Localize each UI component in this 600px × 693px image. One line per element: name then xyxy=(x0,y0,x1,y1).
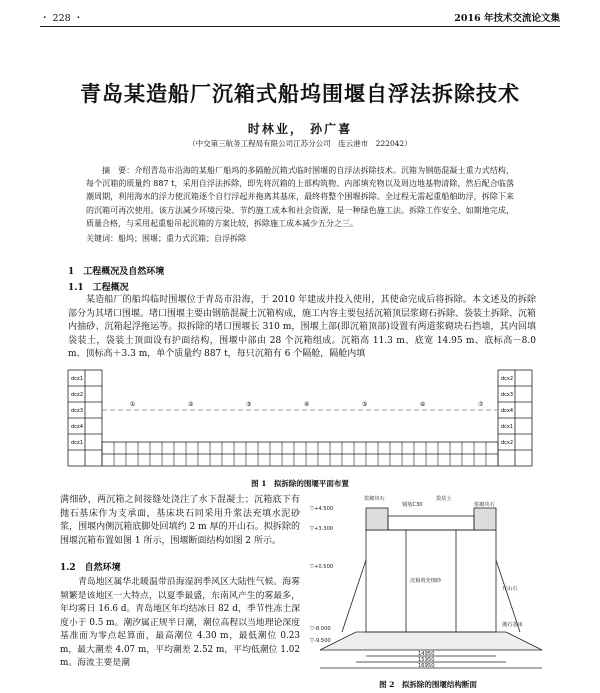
axis-mark: ③ xyxy=(246,401,252,408)
fig2-dimension: 16950 xyxy=(418,663,435,669)
caisson-label: dcx2 xyxy=(71,392,84,398)
caisson-label: dcx3 xyxy=(501,392,514,398)
figure-1-plan xyxy=(60,366,540,472)
caisson-label: dcx3 xyxy=(71,408,84,414)
page-number: ・ 228 ・ xyxy=(40,13,84,24)
figure-2-section xyxy=(306,490,550,672)
fig2-top-label: 浆砌块石 xyxy=(474,502,495,508)
paper-title: 青岛某造船厂沉箱式船坞围堰自浮法拆除技术 xyxy=(80,81,520,106)
paragraph-1-text: 某造船厂的船坞临时围堰位于青岛市沿海，于 2010 年建成并投入使用，其使命完成后将拆除。本文述及的拆除部分为其堵口围堰。堵口围堰主要由钢筋混凝土沉箱构成，施工内容主要包括沉箱顶层浆砌石拆除、袋装土拆除、沉箱内抽砂、沉箱起浮拖运等。拟拆除的堵口围堰长 310 m，围堰上部(即沉箱顶部)设置有两道浆砌块石挡墙，其内回填袋装土，袋装土顶面设有护面结构，围堰中部由 28 个沉箱组成。沉箱高 11.3 m、底宽 14.95 m、底标高－8.0 m、顶标高＋3.3 m，单个质量约 887 t，每只沉箱有 6 个隔舱，隔舱内填 xyxy=(68,295,537,359)
section-1-heading: 1 工程概况及自然环境 xyxy=(68,267,165,277)
caisson-label: dcx1 xyxy=(71,440,84,446)
fig2-side-label: 抛石基床 xyxy=(502,622,523,628)
abstract: 摘 要：介绍青岛市沿海的某船厂船坞的多隔舱沉箱式临时围堰的自浮法拆除技术。沉箱为钢筋混凝土重力式结构，每个沉箱的质量约 887 t，采用自浮法拆除，即先将沉箱的上部构筑物、内部填充物以及周边地基物清除，然后配合临落潮周期，利用海水的浮力使沉箱逐个自行浮起并拖离其基床，最终将整个围堰拆除。全过程无需起重船舶助浮，拆除下来的沉箱可再次使用。该方法减少环境污染、节约施工成本和社会资源，是一种绿色施工法。拆除工作安全、如期地完成，质量合格，与采用起重船吊起沉箱的方案比较，拆除施工成本减少五分之三。 xyxy=(86,166,514,228)
caisson-label: dcx4 xyxy=(501,408,514,414)
fig2-side-label: 开山石 xyxy=(502,586,518,592)
fig2-dimension: 15950 xyxy=(418,657,435,663)
axis-mark: ④ xyxy=(304,401,310,408)
caisson-label: dcx1 xyxy=(501,424,514,430)
keywords: 关键词：船坞；围堰；重力式沉箱；自浮拆除 xyxy=(86,234,246,243)
fig2-level-label: ▽+3.300 xyxy=(310,526,334,532)
paragraph-3 xyxy=(60,576,300,671)
caisson-label: dcx2 xyxy=(501,440,514,446)
running-header xyxy=(40,8,560,27)
caisson-label: dcx4 xyxy=(71,424,84,430)
fig2-level-label: ▽-9.500 xyxy=(310,638,331,644)
axis-mark: ⑤ xyxy=(362,401,368,408)
paragraph-2 xyxy=(60,494,300,548)
section-1-1-heading: 1.1 工程概况 xyxy=(68,283,129,293)
section-1-2-heading: 1.2 自然环境 xyxy=(60,563,121,573)
authors: 时林业， 孙广喜 xyxy=(247,122,353,136)
axis-mark: ① xyxy=(130,401,136,408)
caisson-label: dcx2 xyxy=(501,376,514,382)
fig2-dimension: 14950 xyxy=(418,651,435,657)
affiliation: （中交第三航务工程局有限公司江苏分公司 连云港市 222042） xyxy=(188,139,412,148)
paragraph-3-text: 青岛地区属华北暖温带沿海湿润季风区大陆性气候。海雾频繁是该地区一大特点，以夏季最盛，东南风产生的雾最多，年均雾日 16.6 d。青岛地区年均结冰日 82 d，季节性冻土深度小于 0.5 m。潮汐属正规半日潮，潮位高程以当地理论深度基准面为零点起算面，最高潮位 4.30 m，最低潮位 0.23 m，最大潮差 4.07 m，平均潮差 2.52 m，平均低潮位 1.02 m。海流主要是潮 xyxy=(60,577,300,668)
fig2-top-label: 袋装土 xyxy=(436,496,452,502)
figure-2-caption: 图 2 拟拆除的围堰结构断面 xyxy=(379,680,477,689)
axis-mark: ⑦ xyxy=(478,401,484,408)
fig2-level-label: ▽+4.500 xyxy=(310,506,334,512)
fig2-level-label: ▽-8.000 xyxy=(310,626,331,632)
fig2-level-label: ▽+0.500 xyxy=(310,564,334,570)
fig2-top-label: 浆砌块石 xyxy=(364,496,385,502)
fig2-inner-label: 沉箱填充细砂 xyxy=(410,578,442,584)
paragraph-1 xyxy=(68,294,536,362)
caisson-label: dcx1 xyxy=(71,376,84,382)
axis-mark: ⑥ xyxy=(420,401,426,408)
fig2-top-label: 钢筋C30 xyxy=(402,502,423,508)
figure-1-caption: 图 1 拟拆除的围堰平面布置 xyxy=(251,479,349,488)
axis-mark: ② xyxy=(188,401,194,408)
paragraph-2-text: 满细砂，两沉箱之间接缝处浇注了水下混凝土；沉箱底下有抛石基床作为支承面，基床块石同采用升浆法充填水泥砂浆，围堰内侧沉箱底脚处回填约 2 m 厚的开山石。拟拆除的围堰沉箱布置如图 1 所示，围堰断面结构如图 2 所示。 xyxy=(60,495,300,546)
journal-name: 2016 年技术交流论文集 xyxy=(454,13,560,24)
